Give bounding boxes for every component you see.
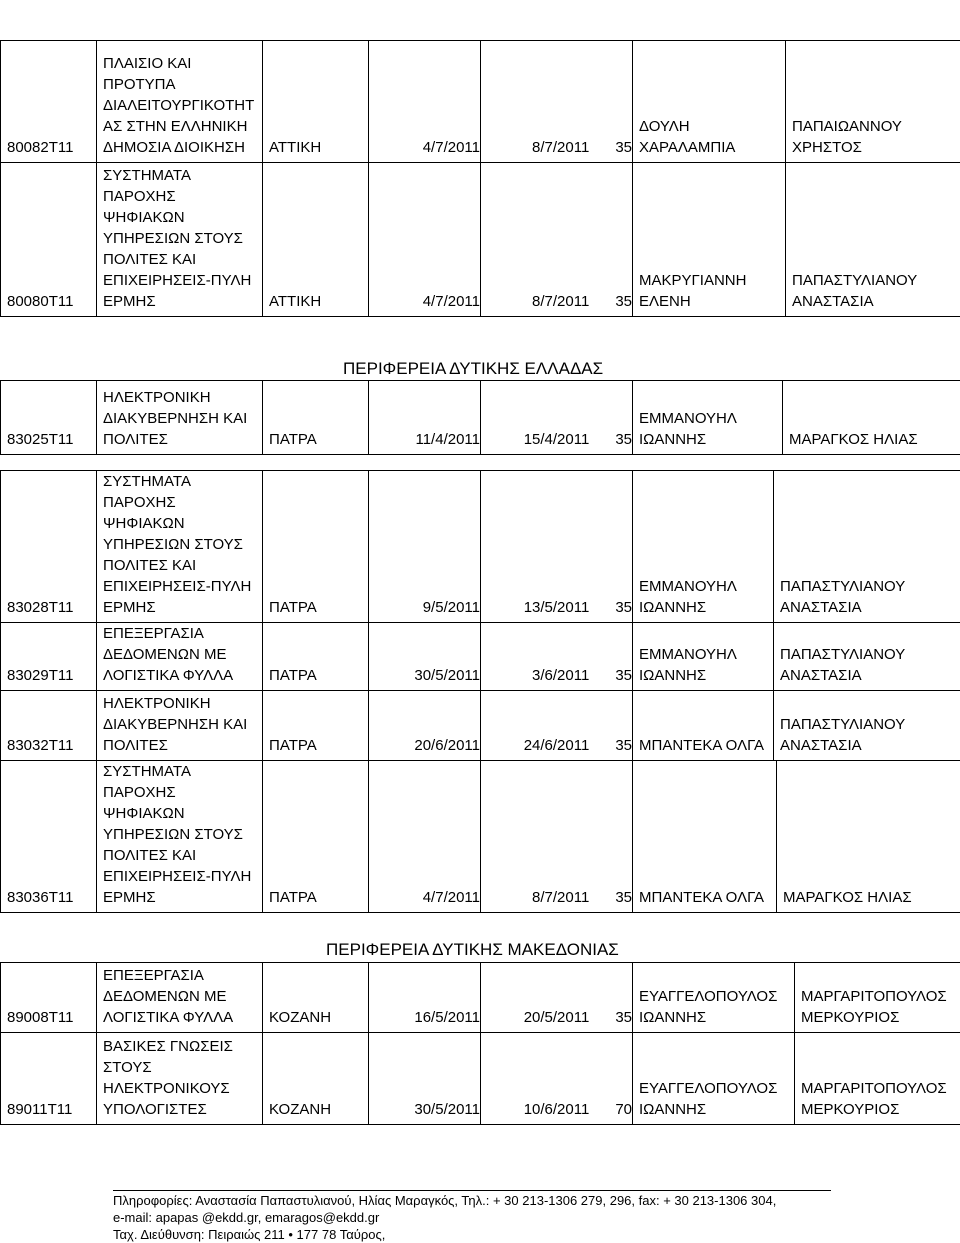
course-start-date: 30/5/2011 [369, 1033, 481, 1125]
course-end-date: 3/6/2011 [532, 667, 589, 684]
course-city: ΑΤΤΙΚΗ [263, 41, 369, 163]
course-title: ΣΥΣΤΗΜΑΤΑ ΠΑΡΟΧΗΣ ΨΗΦΙΑΚΩΝ ΥΠΗΡΕΣΙΩΝ ΣΤΟΥΣ ΠΟΛΙΤΕΣ ΚΑΙ ΕΠΙΧΕΙΡΗΣΕΙΣ-ΠΥΛΗ ΕΡΜΗΣ [97, 163, 263, 317]
course-end-date: 8/7/2011 [532, 293, 589, 310]
course-coordinator: ΜΑΡΑΓΚΟΣ ΗΛΙΑΣ [777, 761, 960, 913]
course-table-west-greece [0, 380, 960, 455]
table-row [1, 471, 960, 623]
course-table-patra [0, 470, 960, 761]
footer-address: Ταχ. Διεύθυνση: Πειραιώς 211 • 177 78 Ταύρος, [113, 1226, 385, 1243]
course-end-date: 20/5/2011 [524, 1009, 590, 1026]
course-instructor: ΕΜΜΑΝΟΥΗΛ ΙΩΑΝΝΗΣ [633, 623, 774, 691]
course-instructor: ΕΜΜΑΝΟΥΗΛ ΙΩΑΝΝΗΣ [633, 471, 774, 623]
course-end-date: 8/7/2011 [532, 139, 589, 156]
course-hours: 70 [615, 1101, 632, 1118]
table-row [1, 163, 960, 317]
course-city: ΑΤΤΙΚΗ [263, 163, 369, 317]
region-heading: ΠΕΡΙΦΕΡΕΙΑ ΔΥΤΙΚΗΣ ΕΛΛΑΔΑΣ [343, 359, 603, 379]
course-title: ΣΥΣΤΗΜΑΤΑ ΠΑΡΟΧΗΣ ΨΗΦΙΑΚΩΝ ΥΠΗΡΕΣΙΩΝ ΣΤΟΥΣ ΠΟΛΙΤΕΣ ΚΑΙ ΕΠΙΧΕΙΡΗΣΕΙΣ-ΠΥΛΗ ΕΡΜΗΣ [97, 761, 263, 913]
course-code: 80080T11 [1, 163, 97, 317]
course-title: ΠΛΑΙΣΙΟ ΚΑΙ ΠΡΟΤΥΠΑ ΔΙΑΛΕΙΤΟΥΡΓΙΚΟΤΗΤ ΑΣ ΣΤΗΝ ΕΛΛΗΝΙΚΗ ΔΗΜΟΣΙΑ ΔΙΟΙΚΗΣΗ [97, 41, 263, 163]
course-end-date: 13/5/2011 [524, 599, 590, 616]
course-city: ΠΑΤΡΑ [263, 471, 369, 623]
course-title: ΕΠΕΞΕΡΓΑΣΙΑ ΔΕΔΟΜΕΝΩΝ ΜΕ ΛΟΓΙΣΤΙΚΑ ΦΥΛΛΑ [97, 963, 263, 1033]
footer-divider [113, 1190, 831, 1191]
course-start-date: 4/7/2011 [369, 761, 481, 913]
course-city: ΚΟΖΑΝΗ [263, 963, 369, 1033]
course-end-date: 24/6/2011 [524, 737, 590, 754]
course-hours: 35 [615, 599, 632, 616]
course-code: 83029T11 [1, 623, 97, 691]
table-row [1, 381, 960, 455]
course-table-attica [0, 40, 960, 317]
course-instructor: ΜΑΚΡΥΓΙΑΝΝΗ ΕΛΕΝΗ [633, 163, 786, 317]
course-instructor: ΔΟΥΛΗ ΧΑΡΑΛΑΜΠΙΑ [633, 41, 786, 163]
course-hours: 35 [615, 737, 632, 754]
course-start-date: 16/5/2011 [369, 963, 481, 1033]
table-row [1, 963, 960, 1033]
course-end-date-hours [481, 471, 633, 623]
course-start-date: 30/5/2011 [369, 623, 481, 691]
course-hours: 35 [615, 139, 632, 156]
course-instructor: ΜΠΑΝΤΕΚΑ ΟΛΓΑ [633, 691, 774, 761]
course-hours: 35 [615, 667, 632, 684]
course-start-date: 4/7/2011 [369, 41, 481, 163]
course-title: ΕΠΕΞΕΡΓΑΣΙΑ ΔΕΔΟΜΕΝΩΝ ΜΕ ΛΟΓΙΣΤΙΚΑ ΦΥΛΛΑ [97, 623, 263, 691]
course-end-date: 15/4/2011 [524, 431, 590, 448]
course-start-date: 20/6/2011 [369, 691, 481, 761]
course-coordinator: ΜΑΡΑΓΚΟΣ ΗΛΙΑΣ [783, 381, 960, 455]
course-instructor: ΜΠΑΝΤΕΚΑ ΟΛΓΑ [633, 761, 777, 913]
course-hours: 35 [615, 293, 632, 310]
course-title: ΣΥΣΤΗΜΑΤΑ ΠΑΡΟΧΗΣ ΨΗΦΙΑΚΩΝ ΥΠΗΡΕΣΙΩΝ ΣΤΟΥΣ ΠΟΛΙΤΕΣ ΚΑΙ ΕΠΙΧΕΙΡΗΣΕΙΣ-ΠΥΛΗ ΕΡΜΗΣ [97, 471, 263, 623]
course-end-date-hours [481, 381, 633, 455]
course-city: ΚΟΖΑΝΗ [263, 1033, 369, 1125]
course-end-date-hours [481, 1033, 633, 1125]
course-title: ΗΛΕΚΤΡΟΝΙΚΗ ΔΙΑΚΥΒΕΡΝΗΣΗ ΚΑΙ ΠΟΛΙΤΕΣ [97, 691, 263, 761]
region-heading: ΠΕΡΙΦΕΡΕΙΑ ΔΥΤΙΚΗΣ ΜΑΚΕΔΟΝΙΑΣ [326, 940, 619, 960]
course-start-date: 9/5/2011 [369, 471, 481, 623]
course-end-date-hours [481, 41, 633, 163]
course-code: 83032T11 [1, 691, 97, 761]
course-coordinator: ΠΑΠΑΙΩΑΝΝΟΥ ΧΡΗΣΤΟΣ [786, 41, 960, 163]
course-table-patra-2 [0, 760, 960, 913]
table-row [1, 691, 960, 761]
table-row [1, 761, 960, 913]
course-end-date-hours [481, 623, 633, 691]
course-coordinator: ΠΑΠΑΣΤΥΛΙΑΝΟΥ ΑΝΑΣΤΑΣΙΑ [774, 691, 960, 761]
course-instructor: ΕΥΑΓΓΕΛΟΠΟΥΛΟΣ ΙΩΑΝΝΗΣ [633, 963, 795, 1033]
course-code: 89011T11 [1, 1033, 97, 1125]
course-code: 80082T11 [1, 41, 97, 163]
course-title: ΗΛΕΚΤΡΟΝΙΚΗ ΔΙΑΚΥΒΕΡΝΗΣΗ ΚΑΙ ΠΟΛΙΤΕΣ [97, 381, 263, 455]
course-coordinator: ΠΑΠΑΣΤΥΛΙΑΝΟΥ ΑΝΑΣΤΑΣΙΑ [774, 471, 960, 623]
table-row [1, 623, 960, 691]
course-code: 83025T11 [1, 381, 97, 455]
course-coordinator: ΠΑΠΑΣΤΥΛΙΑΝΟΥ ΑΝΑΣΤΑΣΙΑ [774, 623, 960, 691]
footer-contact-info: Πληροφορίες: Αναστασία Παπαστυλιανού, Ηλίας Μαραγκός, Τηλ.: + 30 213-1306 279, 296, fax: + 30 213-1306 304, [113, 1192, 776, 1209]
course-code: 89008T11 [1, 963, 97, 1033]
course-hours: 35 [615, 889, 632, 906]
course-start-date: 4/7/2011 [369, 163, 481, 317]
course-title: ΒΑΣΙΚΕΣ ΓΝΩΣΕΙΣ ΣΤΟΥΣ ΗΛΕΚΤΡΟΝΙΚΟΥΣ ΥΠΟΛΟΓΙΣΤΕΣ [97, 1033, 263, 1125]
course-instructor: ΕΥΑΓΓΕΛΟΠΟΥΛΟΣ ΙΩΑΝΝΗΣ [633, 1033, 795, 1125]
course-start-date: 11/4/2011 [369, 381, 481, 455]
course-coordinator: ΜΑΡΓΑΡΙΤΟΠΟΥΛΟΣ ΜΕΡΚΟΥΡΙΟΣ [795, 1033, 960, 1125]
course-city: ΠΑΤΡΑ [263, 381, 369, 455]
course-coordinator: ΠΑΠΑΣΤΥΛΙΑΝΟΥ ΑΝΑΣΤΑΣΙΑ [786, 163, 960, 317]
course-coordinator: ΜΑΡΓΑΡΙΤΟΠΟΥΛΟΣ ΜΕΡΚΟΥΡΙΟΣ [795, 963, 960, 1033]
course-end-date-hours [481, 163, 633, 317]
course-end-date-hours [481, 761, 633, 913]
footer-email: e-mail: apapas @ekdd.gr, emaragos@ekdd.gr [113, 1209, 379, 1226]
course-instructor: ΕΜΜΑΝΟΥΗΛ ΙΩΑΝΝΗΣ [633, 381, 783, 455]
table-row [1, 41, 960, 163]
course-end-date: 8/7/2011 [532, 889, 589, 906]
course-hours: 35 [615, 431, 632, 448]
course-code: 83028T11 [1, 471, 97, 623]
course-end-date-hours [481, 963, 633, 1033]
course-city: ΠΑΤΡΑ [263, 623, 369, 691]
course-end-date: 10/6/2011 [524, 1101, 590, 1118]
course-table-west-macedonia [0, 962, 960, 1125]
course-city: ΠΑΤΡΑ [263, 761, 369, 913]
course-code: 83036T11 [1, 761, 97, 913]
table-row [1, 1033, 960, 1125]
course-end-date-hours [481, 691, 633, 761]
course-city: ΠΑΤΡΑ [263, 691, 369, 761]
course-hours: 35 [615, 1009, 632, 1026]
